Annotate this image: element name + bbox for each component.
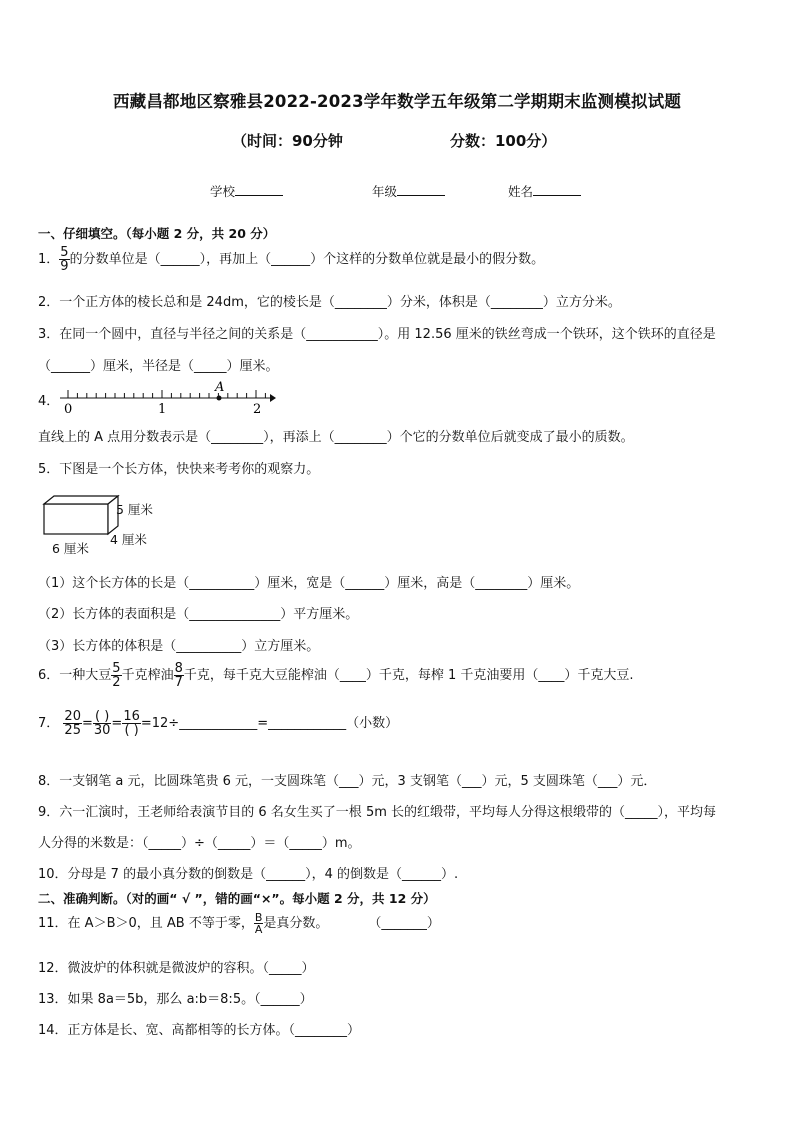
- question-8: 8．一支钢笔 a 元，比圆珠笔贵 6 元，一支圆珠笔（___）元，3 支钢笔（___）元，5 支圆珠笔（___）元．: [38, 774, 657, 789]
- question-5-1: （1）这个长方体的长是（__________）厘米，宽是（______）厘米，高是（________）厘米。: [38, 576, 580, 591]
- question-4-text: 直线上的 A 点用分数表示是（________），再添上（________）个它的分数单位后就变成了最小的质数。: [38, 430, 634, 445]
- question-9-line-2: 人分得的米数是：（_____）÷（_____）＝（_____）m。: [38, 836, 361, 851]
- school-field: 学校: [210, 182, 283, 200]
- question-4-number: 4．: [38, 394, 60, 409]
- cuboid-height-label: 5 厘米: [116, 502, 153, 517]
- question-12: 12．微波炉的体积就是微波炉的容积。（_____）: [38, 961, 315, 976]
- grade-field: 年级: [372, 182, 445, 200]
- number-line: [58, 378, 278, 418]
- point-a-marker: [217, 396, 222, 401]
- question-5-3: （3）长方体的体积是（__________）立方厘米。: [38, 639, 320, 654]
- section-2-heading: 二、准确判断。（对的画“ √ ”，错的画“×”。每小题 2 分，共 12 分）: [38, 891, 436, 906]
- section-1-heading: 一、仔细填空。（每小题 2 分，共 20 分）: [38, 226, 276, 241]
- tick-label-0: 0: [64, 402, 73, 417]
- tick-label-1: 1: [158, 402, 167, 417]
- question-1: 1． $\frac{5}{9}$ 的分数单位是（______），再加上（______）个这样的分数单位就是最小的假分数。: [38, 245, 545, 274]
- question-5-2: （2）长方体的表面积是（______________）平方厘米。: [38, 607, 359, 622]
- question-13: 13．如果 8a＝5b，那么 a:b＝8:5。（______）: [38, 992, 313, 1007]
- question-7: 7． $\frac{20}{25}$ = $\frac{( )}{30}$ = $\frac{16}{( )}$ =12÷____________=____________（小数）: [38, 709, 399, 738]
- tick-label-2: 2: [253, 402, 262, 417]
- question-14: 14．正方体是长、宽、高都相等的长方体。（________）: [38, 1023, 361, 1038]
- cuboid-length-label: 6 厘米: [52, 541, 89, 556]
- question-11: 11．在 A＞B＞0，且 AB 不等于零， $\frac{B}{A}$ 是真分数。 （_______）: [38, 911, 440, 936]
- exam-title: 西藏昌都地区察雅县2022-2023学年数学五年级第二学期期末监测模拟试题: [112, 92, 682, 111]
- question-5: 5．下图是一个长方体，快快来考考你的观察力。: [38, 462, 320, 477]
- cuboid-width-label: 4 厘米: [110, 532, 147, 547]
- name-field: 姓名: [508, 182, 581, 200]
- question-10: 10．分母是 7 的最小真分数的倒数是（______），4 的倒数是（______）.: [38, 867, 459, 882]
- question-6: 6．一种大豆 $\frac{5}{2}$ 千克榨油 $\frac{8}{7}$ 千克，每千克大豆能榨油（____）千克，每榨 1 千克油要用（____）千克大豆.: [38, 661, 634, 690]
- point-a-label: A: [215, 380, 225, 395]
- question-2: 2．一个正方体的棱长总和是 24dm，它的棱长是（________）分米，体积是（________）立方分米。: [38, 295, 621, 310]
- exam-time: （时间：90分钟: [232, 132, 343, 150]
- question-3-line-2: （______）厘米，半径是（_____）厘米。: [38, 359, 279, 374]
- exam-score: 分数：100分）: [450, 132, 557, 150]
- question-3-line-1: 3．在同一个圆中，直径与半径之间的关系是（___________）。用 12.56 厘米的铁丝弯成一个铁环，这个铁环的直径是: [38, 327, 716, 342]
- question-9-line-1: 9．六一汇演时，王老师给表演节目的 6 名女生买了一根 5m 长的红缎带，平均每人分得这根缎带的（_____），平均每: [38, 805, 717, 820]
